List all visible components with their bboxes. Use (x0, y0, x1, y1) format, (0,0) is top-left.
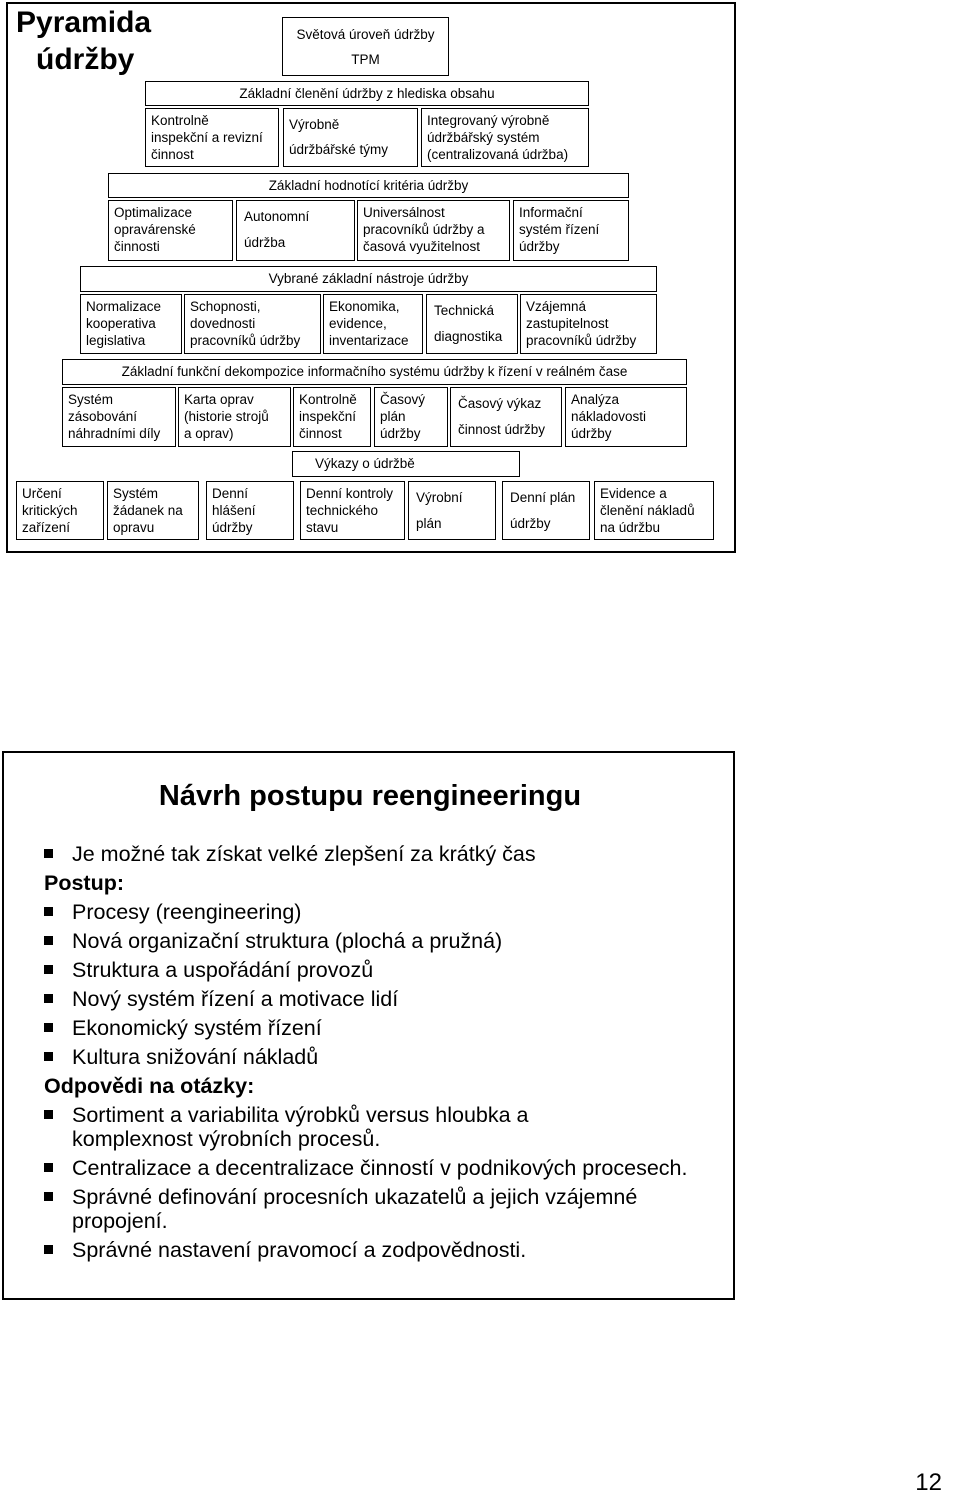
box-line: pracovníků údržby (190, 333, 301, 348)
box-line: Schopnosti, (190, 299, 261, 314)
level2-header: Základní hodnotící kritéria údržby (108, 173, 629, 198)
box-line: evidence, (329, 316, 387, 331)
bullet-item (44, 987, 744, 1011)
box-line: na údržbu (600, 520, 661, 535)
level5-header: Výkazy o údržbě (292, 451, 520, 477)
pyramid-title-line: údržby (36, 43, 135, 76)
box-line: Výrobně (289, 117, 340, 132)
box-line: Denní kontroly (306, 486, 394, 501)
box-line: zastupitelnost (526, 316, 609, 331)
box-line: Systém (113, 486, 159, 501)
box-line: Autonomní (244, 209, 310, 224)
level2-box (236, 200, 355, 261)
square-bullet-icon (44, 849, 53, 858)
box-line: opravárenské (114, 222, 196, 237)
level3-box (520, 294, 657, 354)
bullet-item (44, 1156, 692, 1180)
square-bullet-icon (44, 1245, 53, 1254)
level5-box (408, 481, 496, 540)
box-line: Integrovaný výrobně (427, 113, 550, 128)
box-line: legislativa (86, 333, 146, 348)
box-line: nákladovosti (571, 409, 647, 424)
square-bullet-icon (44, 1192, 53, 1201)
box-line: (historie strojů (184, 409, 269, 424)
square-bullet-icon (44, 907, 53, 916)
bullet-list (44, 842, 744, 1267)
level1-box (283, 108, 418, 167)
box-line: dovednosti (190, 316, 256, 331)
box-line: Denní (212, 486, 249, 501)
bullet-item (44, 1103, 632, 1151)
box-line: a oprav) (184, 426, 234, 441)
box-line: inspekční a revizní (151, 130, 263, 145)
level5-box (107, 481, 199, 540)
level3-header: Vybrané základní nástroje údržby (80, 266, 657, 292)
level2-box (108, 200, 233, 261)
level4-box (293, 387, 371, 447)
box-line: členění nákladů (600, 503, 695, 518)
box-line: Ekonomika, (329, 299, 400, 314)
bullet-item (44, 958, 744, 982)
bullet-item (44, 1045, 744, 1069)
box-line: plán (380, 409, 406, 424)
box-line: opravu (113, 520, 155, 535)
bullet-item (44, 1016, 744, 1040)
level5-box (206, 481, 294, 540)
box-line: Časový (380, 392, 426, 407)
level4-box (565, 387, 687, 447)
box-line: pracovníků údržby a (363, 222, 485, 237)
box-line: činnost údržby (458, 422, 546, 437)
level4-box (62, 387, 176, 447)
box-line: Universálnost (363, 205, 445, 220)
level0-header-box (282, 17, 449, 76)
bullet-text: Ekonomický systém řízení (72, 1016, 322, 1040)
subheading: Odpovědi na otázky: (44, 1074, 255, 1098)
bullet-text: Je možné tak získat velké zlepšení za krátký čas (72, 842, 536, 866)
box-line: zařízení (22, 520, 71, 535)
box-line: kritických (22, 503, 78, 518)
level1-box (421, 108, 589, 167)
box-line: systém řízení (519, 222, 600, 237)
box-line: Denní plán (510, 490, 576, 505)
box-line: diagnostika (434, 329, 503, 344)
square-bullet-icon (44, 936, 53, 945)
box-line: stavu (306, 520, 339, 535)
square-bullet-icon (44, 1163, 53, 1172)
box-line: plán (416, 516, 442, 531)
box-line: Výrobní (416, 490, 463, 505)
pyramid-title (16, 4, 151, 78)
box-line: údržba (244, 235, 286, 250)
level5-box (300, 481, 405, 540)
level2-box (513, 200, 629, 261)
box-line: časová využitelnost (363, 239, 481, 254)
box-line: údržbářské týmy (289, 142, 389, 157)
level4-box (374, 387, 448, 447)
box-line: hlášení (212, 503, 256, 518)
box-line: inventarizace (329, 333, 409, 348)
box-line: Kontrolně (151, 113, 209, 128)
box-line: Systém (68, 392, 114, 407)
bullet-text: Sortiment a variabilita výrobků versus hloubka a komplexnost výrobních procesů. (72, 1103, 529, 1151)
bullet-text: Nový systém řízení a motivace lidí (72, 987, 399, 1011)
box-line: technického (306, 503, 379, 518)
pyramid-title-line: Pyramida (16, 6, 152, 39)
bullet-item (44, 842, 744, 866)
box-line: Normalizace (86, 299, 162, 314)
level4-header: Základní funkční dekompozice informačního systému údržby k řízení v reálném čase (62, 359, 687, 385)
box-line: žádanek na (113, 503, 183, 518)
level5-box (594, 481, 714, 540)
level3-box (184, 294, 321, 354)
level0-header-line: TPM (351, 52, 380, 67)
level4-box (178, 387, 291, 447)
square-bullet-icon (44, 1052, 53, 1061)
level4-box (450, 387, 562, 447)
slide-2-title: Návrh postupu reengineeringu (158, 780, 582, 812)
bullet-item (44, 1238, 744, 1262)
bullet-text: Kultura snižování nákladů (72, 1045, 319, 1069)
level3-box (426, 294, 518, 354)
level3-box (323, 294, 423, 354)
box-line: Evidence a (600, 486, 667, 501)
bullet-text: Správné definování procesních ukazatelů a jejich vzájemné propojení. (72, 1185, 638, 1233)
level5-box (502, 481, 590, 540)
box-line: náhradními díly (68, 426, 161, 441)
level2-box (357, 200, 510, 261)
box-line: pracovníků údržby (526, 333, 637, 348)
subheading: Postup: (44, 871, 125, 895)
square-bullet-icon (44, 1110, 53, 1119)
box-line: údržbářský systém (427, 130, 540, 145)
box-line: kooperativa (86, 316, 156, 331)
box-line: údržby (380, 426, 421, 441)
bullet-item (44, 1185, 652, 1233)
box-line: Technická (434, 303, 495, 318)
box-line: Určení (22, 486, 62, 501)
bullet-item (44, 929, 744, 953)
box-line: zásobování (68, 409, 138, 424)
bullet-text: Správné nastavení pravomocí a zodpovědnosti. (72, 1238, 527, 1262)
bullet-text: Centralizace a decentralizace činností v podnikových procesech. (72, 1156, 688, 1180)
box-line: údržby (519, 239, 560, 254)
box-line: činnosti (114, 239, 160, 254)
level1-box (145, 108, 279, 167)
level1-header: Základní členění údržby z hlediska obsahu (145, 81, 589, 106)
box-line: inspekční (299, 409, 357, 424)
box-line: činnost (299, 426, 342, 441)
bullet-text: Procesy (reengineering) (72, 900, 302, 924)
bullet-text: Nová organizační struktura (plochá a pružná) (72, 929, 503, 953)
box-line: Analýza (571, 392, 620, 407)
box-line: Časový výkaz (458, 396, 542, 411)
level0-header-line: Světová úroveň údržby (296, 27, 435, 42)
box-line: Informační (519, 205, 583, 220)
box-line: údržby (212, 520, 253, 535)
bullet-text: Struktura a uspořádání provozů (72, 958, 374, 982)
box-line: činnost (151, 147, 194, 162)
square-bullet-icon (44, 994, 53, 1003)
box-line: Optimalizace (114, 205, 193, 220)
level3-box (80, 294, 182, 354)
page-number: 12 (915, 1469, 942, 1496)
box-line: Vzájemná (526, 299, 587, 314)
level5-box (16, 481, 104, 540)
square-bullet-icon (44, 965, 53, 974)
bullet-item (44, 900, 744, 924)
box-line: údržby (571, 426, 612, 441)
box-line: (centralizovaná údržba) (427, 147, 569, 162)
square-bullet-icon (44, 1023, 53, 1032)
box-line: Kontrolně (299, 392, 357, 407)
box-line: údržby (510, 516, 551, 531)
box-line: Karta oprav (184, 392, 254, 407)
